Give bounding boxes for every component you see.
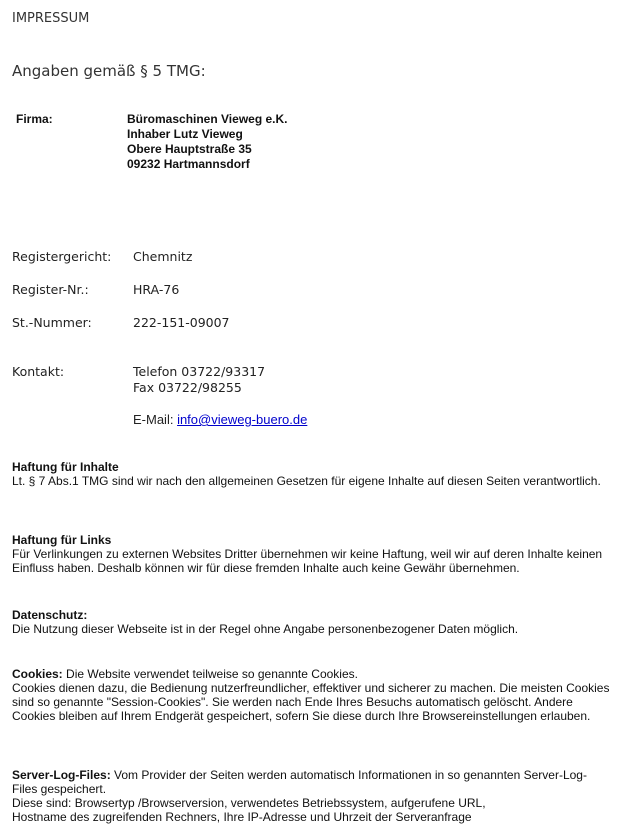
cookies-heading: Cookies: — [12, 667, 63, 681]
kontakt-details — [133, 364, 265, 396]
email-line — [133, 412, 307, 427]
firma-line: Büromaschinen Vieweg e.K. — [127, 112, 288, 126]
server-log-line2: Diese sind: Browsertyp /Browserversion, verwendetes Betriebssystem, aufgerufene URL, — [12, 796, 486, 810]
haftung-inhalte-text: Lt. § 7 Abs.1 TMG sind wir nach den allgemeinen Gesetzen für eigene Inhalte auf diesen Seiten verantwortlich. — [12, 474, 601, 488]
cookies-text: Cookies dienen dazu, die Bedienung nutzerfreundlicher, effektiver und sicherer zu machen. Die meisten Cookies sind so genannte "Session-Cookies". Sie werden nach Ende Ihres Besuchs automatisch gelöscht. Andere Cookies bleiben auf Ihrem Endgerät gespeichert, sofern Sie diese durch Ihre Browsereinstellungen erlauben. — [12, 681, 610, 723]
cookies-intro-line — [12, 667, 612, 681]
server-log-line3: Hostname des zugreifenden Rechners, Ihre IP-Adresse und Uhrzeit der Serveranfrage — [12, 810, 472, 824]
kontakt-label: Kontakt: — [12, 364, 65, 379]
cookies-intro: Die Website verwendet teilweise so genannte Cookies. — [62, 667, 358, 681]
fax-text: Fax 03722/98255 — [133, 380, 242, 395]
firma-line: Inhaber Lutz Vieweg — [127, 127, 243, 141]
haftung-links-text: Für Verlinkungen zu externen Websites Dritter übernehmen wir keine Haftung, weil wir auf deren Inhalte keinen Einfluss haben. Deshalb können wir für diese fremden Inhalte auch keine Gewähr übernehmen. — [12, 547, 603, 575]
server-log-heading: Server-Log-Files: — [12, 768, 111, 782]
server-log-intro: Vom Provider der Seiten werden automatisch Informationen in so genannten Server-Log-Files gespeichert. — [12, 768, 587, 796]
email-link[interactable]: info@vieweg-buero.de — [177, 412, 308, 427]
haftung-inhalte-section — [12, 460, 612, 488]
steuernummer-label: St.-Nummer: — [12, 315, 92, 330]
haftung-links-heading: Haftung für Links — [12, 533, 112, 547]
registergericht-label: Registergericht: — [12, 249, 112, 264]
page-title: IMPRESSUM — [12, 11, 90, 26]
steuernummer-value: 222-151-09007 — [133, 315, 230, 330]
datenschutz-section — [12, 608, 612, 636]
datenschutz-heading: Datenschutz: — [12, 608, 88, 622]
server-log-section — [12, 768, 612, 824]
firma-line: 09232 Hartmannsdorf — [127, 157, 250, 171]
datenschutz-text: Die Nutzung dieser Webseite ist in der Regel ohne Angabe personenbezogener Daten möglich. — [12, 622, 519, 636]
server-log-intro-line — [12, 768, 612, 796]
firma-address — [127, 112, 288, 172]
haftung-links-section — [12, 533, 612, 575]
page-subtitle: Angaben gemäß § 5 TMG: — [12, 62, 206, 80]
firma-line: Obere Hauptstraße 35 — [127, 142, 252, 156]
firma-label: Firma: — [16, 112, 53, 126]
telefon-text: Telefon 03722/93317 — [133, 364, 266, 379]
registergericht-value: Chemnitz — [133, 249, 193, 264]
cookies-section — [12, 667, 612, 723]
register-nr-label: Register-Nr.: — [12, 282, 89, 297]
register-nr-value: HRA-76 — [133, 282, 180, 297]
email-label: E-Mail: — [133, 412, 178, 427]
haftung-inhalte-heading: Haftung für Inhalte — [12, 460, 119, 474]
